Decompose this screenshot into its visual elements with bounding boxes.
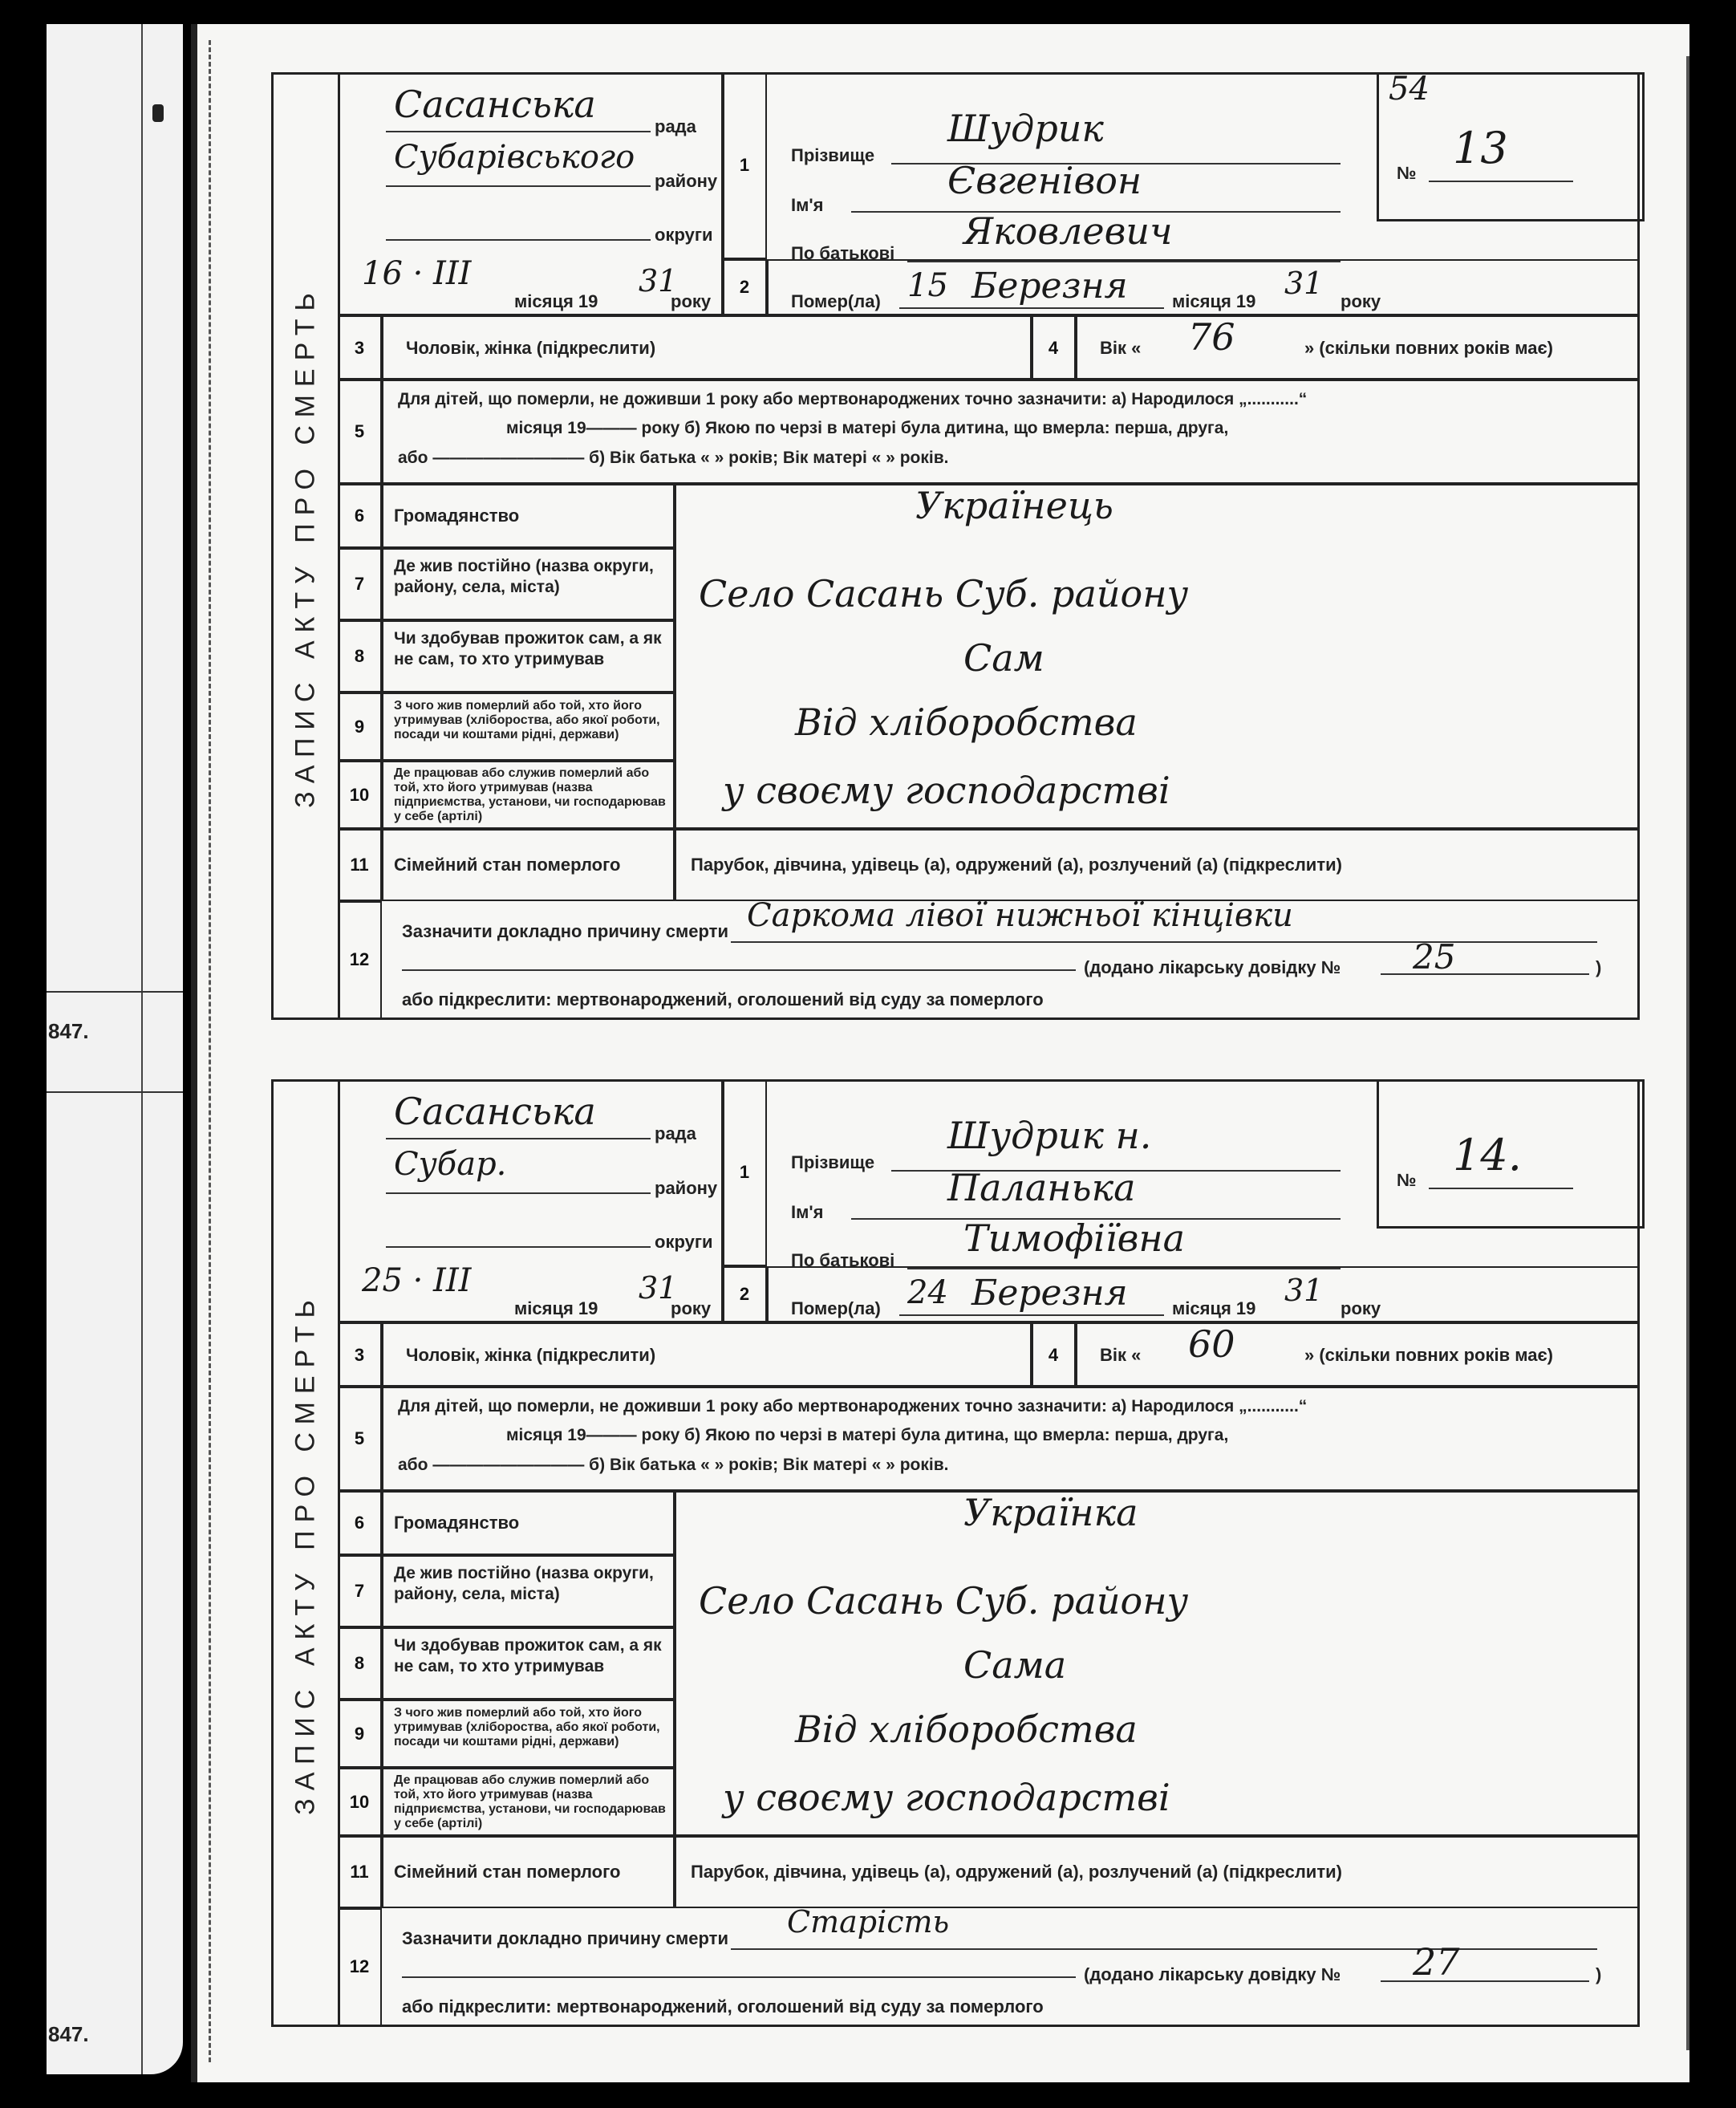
age-note: » (скільки повних років має) <box>1304 338 1553 358</box>
death-month-label: місяця 19 <box>1172 291 1256 311</box>
council-label: рада <box>655 116 696 136</box>
district-label: району <box>655 1178 718 1198</box>
death-record-2: ЗАПИС АКТУ ПРО СМЕРТЬ Сасанська рада Субар. району округи 25 · III місяця 19 31 року 1 2 Прізвище Шудрик н. Ім'я Паланька По батькові Тимофіївна № 14. Помер(ла) 24 Березня місяця 19 31 року 3 Чоловік, жінка (підкреслити) 4 Вік « 60 » (скільки повних років має) 5 Для дітей, що померли, не доживши 1 року або мертвонароджених точно зазначити: а) Народилося „...........“ місяця 19——— року б) Якою по черзі в матері була дитина, що вмерла: перша, друга, або ————————— б) Вік батька « » років; Вік матері « » років. 6 Громадянство 7 Де жив постійно (назва округи, району, села, міста) 8 Чи здобував прожиток сам, а як не сам, то хто утримував 9 З чого жив померлий або той, хто його утримував (хлібороства, або якої роботи, посади чи коштами рідні, держави) 10 Де працював або служив померлий або той, хто його утримував (назва підприємства, установи, чи господарював у себе (артілі) Українка Село Сасань Суб. району Сама Від хліборобства у своєму господарстві 11 Сімейний стан померлого Парубок, дівчина, удівець (а), одружений (а), розлучений (а) (підкреслити) 12 Зазначити докладно причину смерти Старість (додано лікарську довідку № 27 ) або підкреслити: мертвонароджений, оголошений від суду за померлого <box>271 1079 1640 2027</box>
residence-value: Село Сасань Суб. району <box>699 1579 1189 1623</box>
adjacent-page-strip <box>47 24 183 2074</box>
infant-line-3: або ————————— б) Вік батька « » років; Вік матері « » років. <box>398 449 949 467</box>
registration-year: 31 <box>639 1270 678 1306</box>
support-value: Сам <box>963 636 1044 680</box>
record-number-label: № <box>1397 163 1417 183</box>
binding-hole <box>152 104 164 122</box>
marital-options: Парубок, дівчина, удівець (а), одружений (а), розлучений (а) (підкреслити) <box>691 855 1342 875</box>
registration-year: 31 <box>639 263 678 299</box>
livelihood-label: З чого жив померлий або той, хто його утримував (хлібороства, або якої роботи, посади чи коштами рідні, держави) <box>394 1706 660 1749</box>
cause-value: Старість <box>787 1904 950 1939</box>
death-year-label: року <box>1341 291 1381 311</box>
infant-line-1: Для дітей, що померли, не доживши 1 року або мертвонароджених точно зазначити: а) Народилося „...........“ <box>398 390 1308 408</box>
infant-line-3: або ————————— б) Вік батька « » років; Вік матері « » років. <box>398 1456 949 1474</box>
registration-date: 25 · III <box>362 1262 472 1299</box>
death-record-1: ЗАПИС АКТУ ПРО СМЕРТЬ Сасанська рада Субарівського району округи 16 · III місяця 19 31 року 1 2 Прізвище Шудрик Ім'я Євгенівон По батькові Яковлевич 54 № 13 Помер(ла) 15 Березня місяця 19 31 року 3 Чоловік, жінка (підкреслити) 4 Вік « 76 » (скільки повних років має) 5 Для дітей, що померли, не доживши 1 року або мертвонароджених точно зазначити: а) Народилося „...........“ місяця 19——— року б) Якою по черзі в матері була дитина, що вмерла: перша, друга, або ————————— б) Вік батька « » років; Вік матері « » років. 6 Громадянство 7 Де жив постійно (назва округи, району, села, міста) 8 Чи здобував прожиток сам, а як не сам, то хто утримував 9 З чого жив померлий або той, хто його утримував (хлібороства, або якої роботи, посади чи коштами рідні, держави) 10 Де працював або служив померлий або той, хто його утримував (назва підприємства, установи, чи господарював у себе (артілі) Українець Село Сасань Суб. району Сам Від хліборобства у своєму господарстві 11 Сімейний стан померлого Парубок, дівчина, удівець (а), одружений (а), розлучений (а) (підкреслити) 12 Зазначити докладно причину смерти Саркома лівої нижньої кінцівки (додано лікарську довідку № 25 ) або підкреслити: мертвонароджений, оголошений від суду за померлого <box>271 72 1640 1020</box>
record-number: 14. <box>1453 1130 1522 1180</box>
death-date-label: Помер(ла) <box>791 291 881 311</box>
livelihood-value: Від хліборобства <box>795 1708 1138 1751</box>
stillborn-note: або підкреслити: мертвонароджений, оголошений від суду за померлого <box>402 989 1044 1009</box>
citizenship-label: Громадянство <box>394 506 520 526</box>
surname-value: Шудрик <box>947 107 1104 150</box>
name-value: Євгенівон <box>947 159 1142 202</box>
surname-value: Шудрик н. <box>947 1114 1152 1157</box>
registration-date: 16 · III <box>362 255 472 292</box>
death-month-label: місяця 19 <box>1172 1298 1256 1318</box>
record-number: 13 <box>1453 123 1508 173</box>
sex-field: Чоловік, жінка (підкреслити) <box>406 338 656 358</box>
death-date-label: Помер(ла) <box>791 1298 881 1318</box>
council-label: рада <box>655 1123 696 1143</box>
patronymic-value: Яковлевич <box>963 209 1173 253</box>
death-year: 31 <box>1284 1273 1324 1308</box>
certificate-number: 27 <box>1413 1940 1460 1984</box>
marital-options: Парубок, дівчина, удівець (а), одружений (а), розлучений (а) (підкреслити) <box>691 1862 1342 1882</box>
patronymic-label: По батькові <box>791 1250 895 1270</box>
age-note: » (скільки повних років має) <box>1304 1345 1553 1365</box>
record-side-title: ЗАПИС АКТУ ПРО СМЕРТЬ <box>274 1082 340 2025</box>
record-number-label: № <box>1397 1170 1417 1190</box>
district-handwritten: Субар. <box>394 1146 507 1183</box>
patronymic-value: Тимофіївна <box>963 1216 1186 1260</box>
age-label: Вік « <box>1100 1345 1142 1365</box>
support-value: Сама <box>963 1643 1067 1687</box>
surname-label: Прізвище <box>791 1152 875 1172</box>
death-day: 24 <box>907 1274 948 1311</box>
registration-year-label: року <box>671 1298 712 1318</box>
death-year: 31 <box>1284 266 1324 301</box>
workplace-value: у своєму господарстві <box>723 1776 1170 1819</box>
left-strip-number-bottom: 847. <box>48 2022 89 2046</box>
cause-label: Зазначити докладно причину смерти <box>402 921 728 941</box>
okrug-label: округи <box>655 225 713 245</box>
residence-value: Село Сасань Суб. району <box>699 572 1189 615</box>
age-value: 76 <box>1188 315 1235 359</box>
name-label: Ім'я <box>791 1202 824 1222</box>
okrug-label: округи <box>655 1232 713 1252</box>
citizenship-value: Українка <box>963 1491 1138 1534</box>
age-value: 60 <box>1188 1322 1235 1366</box>
record-side-title: ЗАПИС АКТУ ПРО СМЕРТЬ <box>274 75 340 1017</box>
death-day: 15 <box>907 267 948 304</box>
infant-line-2: місяця 19——— року б) Якою по черзі в матері була дитина, що вмерла: перша, друга, <box>506 419 1229 437</box>
workplace-value: у своєму господарстві <box>723 769 1170 812</box>
council-handwritten: Сасанська <box>394 1090 596 1133</box>
workplace-label: Де працював або служив померлий або той, хто його утримував (назва підприємства, установи, чи господарював у себе (артілі) <box>394 766 666 823</box>
cause-value: Саркома лівої нижньої кінцівки <box>747 897 1293 934</box>
left-strip-number-top: 847. <box>48 1019 89 1043</box>
surname-label: Прізвище <box>791 145 875 165</box>
livelihood-label: З чого жив померлий або той, хто його утримував (хлібороства, або якої роботи, посади чи коштами рідні, держави) <box>394 699 660 741</box>
residence-label: Де жив постійно (назва округи, району, села, міста) <box>394 1564 654 1603</box>
certificate-number: 25 <box>1413 937 1456 977</box>
age-label: Вік « <box>1100 338 1142 358</box>
marital-label: Сімейний стан померлого <box>394 1862 621 1882</box>
livelihood-value: Від хліборобства <box>795 701 1138 744</box>
support-label: Чи здобував прожиток сам, а як не сам, то хто утримував <box>394 1636 662 1675</box>
registration-month-label: місяця 19 <box>514 1298 598 1318</box>
death-year-label: року <box>1341 1298 1381 1318</box>
certificate-label: (додано лікарську довідку № <box>1084 957 1341 977</box>
residence-label: Де жив постійно (назва округи, району, села, міста) <box>394 557 654 596</box>
support-label: Чи здобував прожиток сам, а як не сам, то хто утримував <box>394 629 662 668</box>
page-mark: 54 <box>1389 71 1430 108</box>
stillborn-note: або підкреслити: мертвонароджений, оголошений від суду за померлого <box>402 1996 1044 2017</box>
patronymic-label: По батькові <box>791 243 895 263</box>
certificate-label: (додано лікарську довідку № <box>1084 1964 1341 1984</box>
name-value: Паланька <box>947 1166 1136 1209</box>
citizenship-value: Українець <box>915 484 1113 527</box>
district-handwritten: Субарівського <box>394 139 635 176</box>
death-month: Березня <box>971 266 1128 307</box>
infant-line-2: місяця 19——— року б) Якою по черзі в матері була дитина, що вмерла: перша, друга, <box>506 1426 1229 1444</box>
infant-line-1: Для дітей, що померли, не доживши 1 року або мертвонароджених точно зазначити: а) Народилося „...........“ <box>398 1397 1308 1415</box>
name-label: Ім'я <box>791 195 824 215</box>
register-page <box>191 24 1689 2082</box>
marital-label: Сімейний стан померлого <box>394 855 621 875</box>
citizenship-label: Громадянство <box>394 1513 520 1533</box>
workplace-label: Де працював або служив померлий або той, хто його утримував (назва підприємства, установи, чи господарював у себе (артілі) <box>394 1773 666 1830</box>
registration-month-label: місяця 19 <box>514 291 598 311</box>
registration-year-label: року <box>671 291 712 311</box>
cause-label: Зазначити докладно причину смерти <box>402 1928 728 1948</box>
death-month: Березня <box>971 1273 1128 1314</box>
sex-field: Чоловік, жінка (підкреслити) <box>406 1345 656 1365</box>
council-handwritten: Сасанська <box>394 83 596 126</box>
district-label: району <box>655 171 718 191</box>
